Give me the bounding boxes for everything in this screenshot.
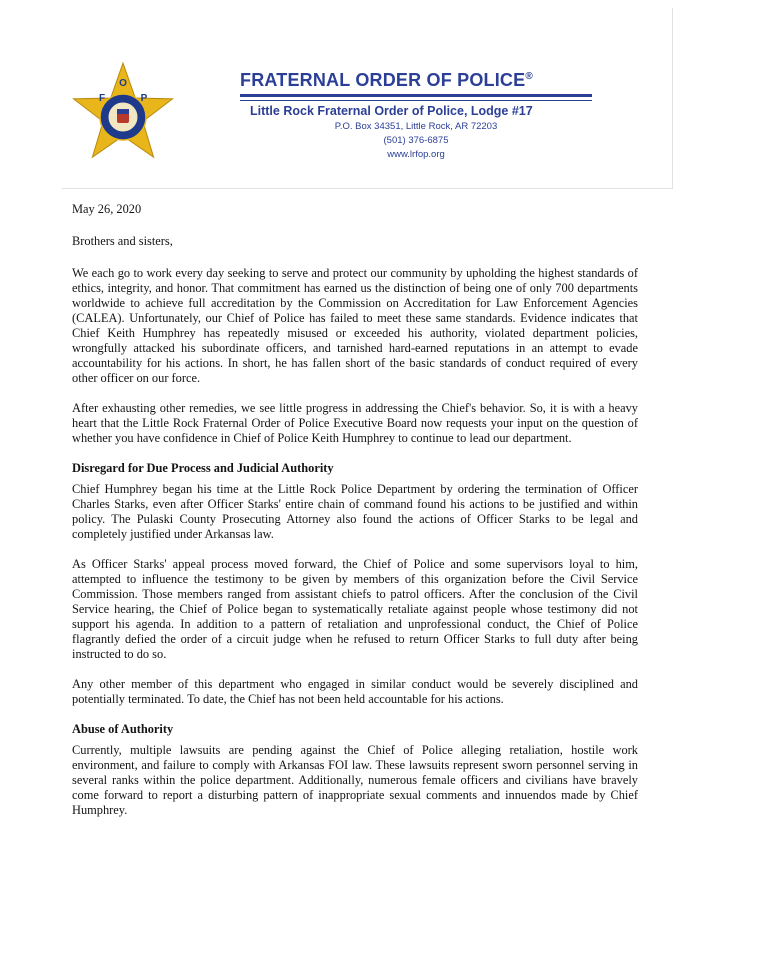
seal-letter-p: P bbox=[140, 93, 148, 104]
section-paragraph: Chief Humphrey began his time at the Little Rock Police Department by ordering the termination of Officer Charles Starks, even after Officer Starks' entire chain of command found his actions to be justified and within policy. The Pulaski County Prosecuting Attorney also found the actions of Officer Starks to be legal and completely justified under Arkansas law. bbox=[72, 482, 638, 541]
registered-mark: ® bbox=[525, 71, 533, 82]
seal-shield-band bbox=[117, 109, 129, 114]
header-rule-thick bbox=[240, 94, 592, 97]
org-title bbox=[240, 70, 533, 91]
intro-paragraph: After exhausting other remedies, we see little progress in addressing the Chief's behavior. So, it is with a heavy heart that the Little Rock Fraternal Order of Police Executive Board now requests your input on the question of whether you have confidence in Chief of Police Keith Humphrey to continue to lead our department. bbox=[72, 401, 638, 445]
seal-letter-o: O bbox=[119, 78, 127, 89]
letter-date: May 26, 2020 bbox=[72, 202, 142, 216]
website-link: www.lrfop.org bbox=[387, 149, 445, 160]
section-heading: Disregard for Due Process and Judicial Authority bbox=[72, 461, 334, 475]
letter-greeting: Brothers and sisters, bbox=[72, 234, 173, 248]
letterhead bbox=[62, 8, 673, 189]
mailing-address: P.O. Box 34351, Little Rock, AR 72203 bbox=[334, 121, 498, 132]
section-heading: Abuse of Authority bbox=[72, 722, 174, 736]
fop-star-seal-icon bbox=[68, 60, 178, 170]
org-name: FRATERNAL ORDER OF POLICE bbox=[240, 70, 526, 90]
intro-paragraph: We each go to work every day seeking to serve and protect our community by upholding the highest standards of ethics, integrity, and honor. That commitment has earned us the distinction of being one of only 700 departments worldwide to achieve full accreditation by the Commission on Accreditation for Law Enforcement Agencies (CALEA). Unfortunately, our Chief of Police has failed to meet these same standards. Evidence indicates that Chief Keith Humphrey has repeatedly misused or exceeded his authority, violated department policies, wrongfully attacked his subordinate officers, and tarnished hard-earned reputations in an attempt to evade accountability for his actions. In short, he has fallen short of the basic standards of conduct required of every other officer on our force. bbox=[72, 266, 638, 385]
phone-number: (501) 376-6875 bbox=[383, 135, 449, 146]
section-paragraph: Any other member of this department who engaged in similar conduct would be severely disciplined and potentially terminated. To date, the Chief has not been held accountable for his actions. bbox=[72, 677, 638, 706]
seal-letter-f: F bbox=[98, 93, 106, 104]
section-paragraph: Currently, multiple lawsuits are pending against the Chief of Police alleging retaliation, hostile work environment, and failure to comply with Arkansas FOI law. These lawsuits represent sworn personnel serving in several ranks within the police department. Additionally, numerous female officers and civilians have bravely come forward to report a disturbing pattern of inappropriate sexual comments and innuendos made by Chief Humphrey. bbox=[72, 743, 638, 817]
lodge-name: Little Rock Fraternal Order of Police, Lodge #17 bbox=[250, 104, 533, 118]
letter-body bbox=[72, 202, 638, 833]
section-paragraph: As Officer Starks' appeal process moved forward, the Chief of Police and some supervisors loyal to him, attempted to influence the testimony to be given by members of this organization before the Civil Service Commission. Those members ranged from assistant chiefs to patrol officers. After the conclusion of the Civil Service hearing, the Chief of Police began to systematically retaliate against people whose testimony did not support his agenda. In addition to a pattern of retaliation and unprofessional conduct, the Chief of Police flagrantly defied the order of a circuit judge when he refused to return Officer Starks to full duty after being instructed to do so. bbox=[72, 557, 638, 661]
header-rule-thin bbox=[240, 100, 592, 101]
